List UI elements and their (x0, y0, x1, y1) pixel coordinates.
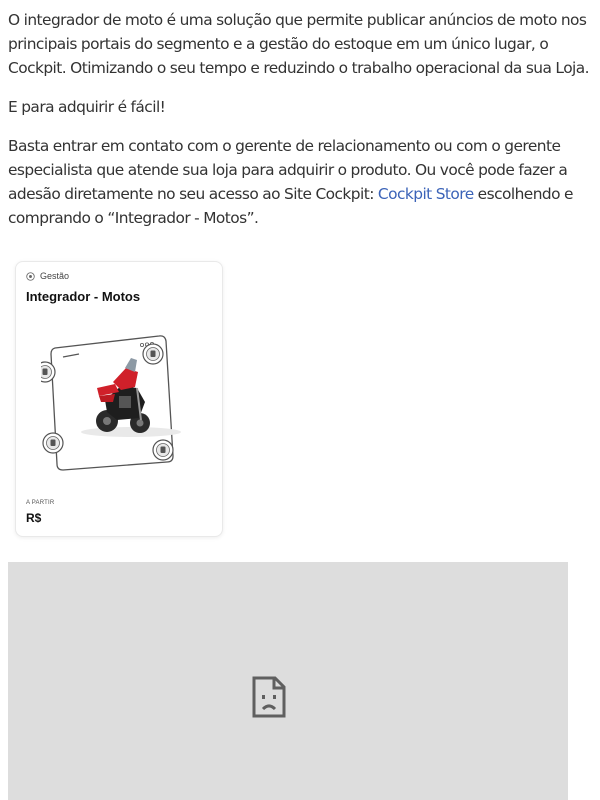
motorcycle-integration-illustration (41, 332, 191, 477)
product-card[interactable] (15, 261, 223, 537)
easy-paragraph: E para adquirir é fácil! (8, 98, 166, 116)
instructions-text-end: escolhendo e comprando o “Integrador - Motos”. (8, 185, 573, 227)
embedded-content-frame (8, 562, 568, 800)
cockpit-store-link[interactable]: Cockpit Store (377, 185, 474, 203)
instructions-text-start: Basta entrar em contato com o gerente de relacionamento ou com o gerente especialista que atende sua loja para adquirir o produto. Ou você pode fazer a adesão diretamente no seu acesso ao Site Cockpit: (8, 137, 568, 203)
article-body (8, 8, 592, 245)
product-title: Integrador - Motos (26, 289, 141, 304)
instructions-paragraph (8, 134, 592, 230)
settings-circle-icon (26, 272, 35, 281)
price-label: A PARTIR (26, 500, 55, 506)
product-category-label: Gestão (40, 271, 70, 281)
price-value: R$ (26, 511, 42, 525)
sad-page-icon (252, 676, 286, 718)
intro-paragraph: O integrador de moto é uma solução que permite publicar anúncios de moto nos principais portais do segmento e a gestão do estoque em um único lugar, o Cockpit. Otimizando o seu tempo e reduzindo o trabalho operacional da sua Loja. (8, 11, 590, 77)
product-category (26, 271, 69, 281)
